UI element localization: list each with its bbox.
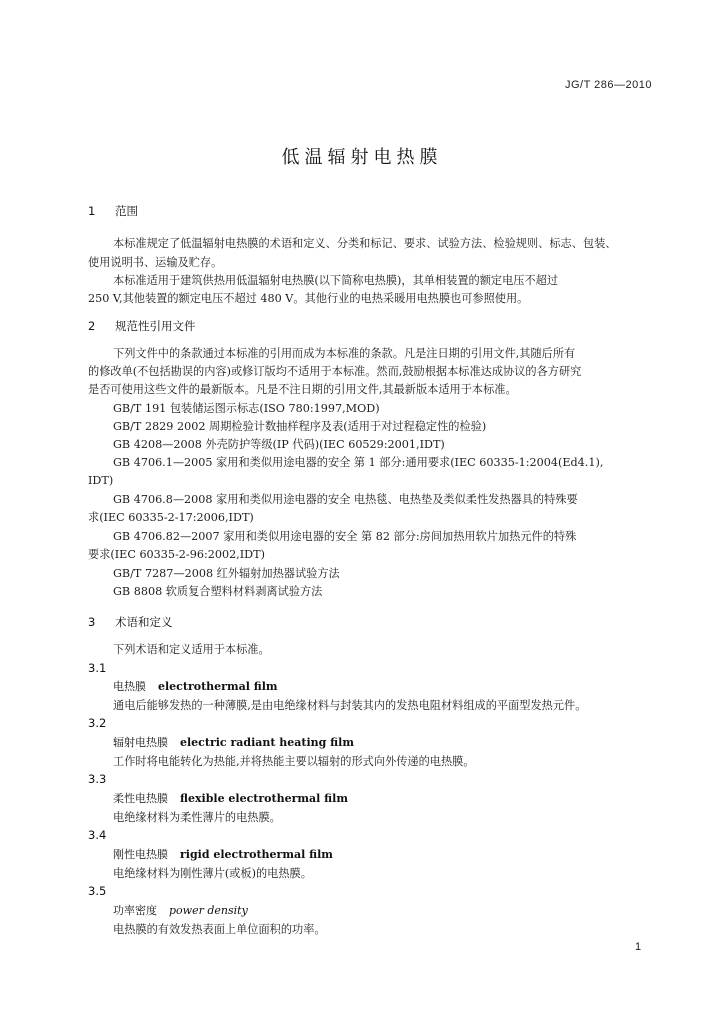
term-zh: 功率密度: [113, 904, 157, 917]
document-title: 低温辐射电热膜: [281, 147, 443, 168]
refs-intro-line-1: 下列文件中的条款通过本标准的引用而成为本标准的条款。凡是注日期的引用文件,其随后所有: [113, 347, 576, 360]
reference-item: GB/T 191 包装储运图示标志(ISO 780:1997,MOD): [113, 402, 380, 415]
reference-item-continued: 要求(IEC 60335-2-96:2002,IDT): [88, 548, 265, 561]
term-zh: 柔性电热膜: [113, 792, 168, 805]
term-number: 3.3: [88, 772, 107, 786]
term-zh: 刚性电热膜: [113, 848, 168, 861]
refs-intro-line-2: 的修改单(不包括勘误的内容)或修订版均不适用于本标准。然而,鼓励根据本标准达成协议的各方研究: [88, 365, 582, 378]
term-heading: [113, 903, 248, 919]
section-title: 术语和定义: [114, 615, 173, 629]
term-en: electric radiant heating film: [180, 736, 355, 749]
term-number: 3.4: [88, 828, 107, 842]
reference-item: GB/T 7287—2008 红外辐射加热器试验方法: [113, 567, 340, 580]
term-definition: 工作时将电能转化为热能,并将热能主要以辐射的形式向外传递的电热膜。: [113, 755, 475, 768]
reference-item: GB 4706.8—2008 家用和类似用途电器的安全 电热毯、电热垫及类似柔性发热器具的特殊要: [113, 493, 578, 506]
term-number: 3.2: [88, 716, 107, 730]
term-heading: [113, 735, 354, 751]
term-definition: 电热膜的有效发热表面上单位面积的功率。: [113, 923, 326, 936]
scope-paragraph-2-line-1: 本标准适用于建筑供热用低温辐射电热膜(以下简称电热膜)，其单相装置的额定电压不超过: [113, 274, 559, 287]
reference-item: GB 8808 软质复合塑料材料剥离试验方法: [113, 585, 323, 598]
term-en: flexible electrothermal film: [180, 792, 348, 805]
term-heading: [113, 791, 348, 807]
term-heading: [113, 679, 278, 695]
standard-code: JG/T 286—2010: [564, 79, 652, 91]
term-definition: 电绝缘材料为刚性薄片(或板)的电热膜。: [113, 867, 312, 880]
section-1-heading: [88, 203, 138, 219]
term-en: rigid electrothermal film: [180, 848, 333, 861]
term-en: power density: [169, 904, 248, 917]
section-3-heading: [88, 614, 172, 630]
term-zh: 电热膜: [113, 680, 146, 693]
reference-item: GB 4208—2008 外壳防护等级(IP 代码)(IEC 60529:2001,IDT): [113, 438, 445, 451]
refs-intro-line-3: 是否可使用这些文件的最新版本。凡是不注日期的引用文件,其最新版本适用于本标准。: [88, 383, 517, 396]
reference-item: GB 4706.82—2007 家用和类似用途电器的安全 第 82 部分:房间加热用软片加热元件的特殊: [113, 530, 577, 543]
reference-item-continued: IDT): [88, 474, 114, 487]
reference-item: GB/T 2829 2002 周期检验计数抽样程序及表(适用于对过程稳定性的检验): [113, 420, 487, 433]
reference-item: GB 4706.1—2005 家用和类似用途电器的安全 第 1 部分:通用要求(IEC 60335-1:2004(Ed4.1),: [113, 456, 604, 469]
section-number: 1: [88, 204, 96, 218]
section-title: 规范性引用文件: [114, 319, 196, 333]
term-zh: 辐射电热膜: [113, 736, 168, 749]
section-title: 范围: [114, 204, 138, 218]
term-en: electrothermal film: [158, 680, 278, 693]
scope-paragraph-2-line-2: 250 V,其他装置的额定电压不超过 480 V。其他行业的电热采暖用电热膜也可参照使用。: [88, 292, 529, 305]
page-number: 1: [635, 941, 642, 953]
scope-paragraph-1-line-2: 使用说明书、运输及贮存。: [88, 256, 223, 269]
section-number: 2: [88, 319, 96, 333]
term-definition: 通电后能够发热的一种薄膜,是由电绝缘材料与封装其内的发热电阻材料组成的平面型发热元件。: [113, 699, 587, 712]
term-definition: 电绝缘材料为柔性薄片的电热膜。: [113, 811, 281, 824]
section-number: 3: [88, 615, 96, 629]
terms-intro: 下列术语和定义适用于本标准。: [113, 643, 270, 656]
reference-item-continued: 求(IEC 60335-2-17:2006,IDT): [88, 511, 254, 524]
term-number: 3.5: [88, 884, 107, 898]
scope-paragraph-1-line-1: 本标准规定了低温辐射电热膜的术语和定义、分类和标记、要求、试验方法、检验规则、标志、包装、: [113, 237, 617, 250]
section-2-heading: [88, 318, 195, 334]
term-number: 3.1: [88, 661, 107, 675]
term-heading: [113, 847, 333, 863]
